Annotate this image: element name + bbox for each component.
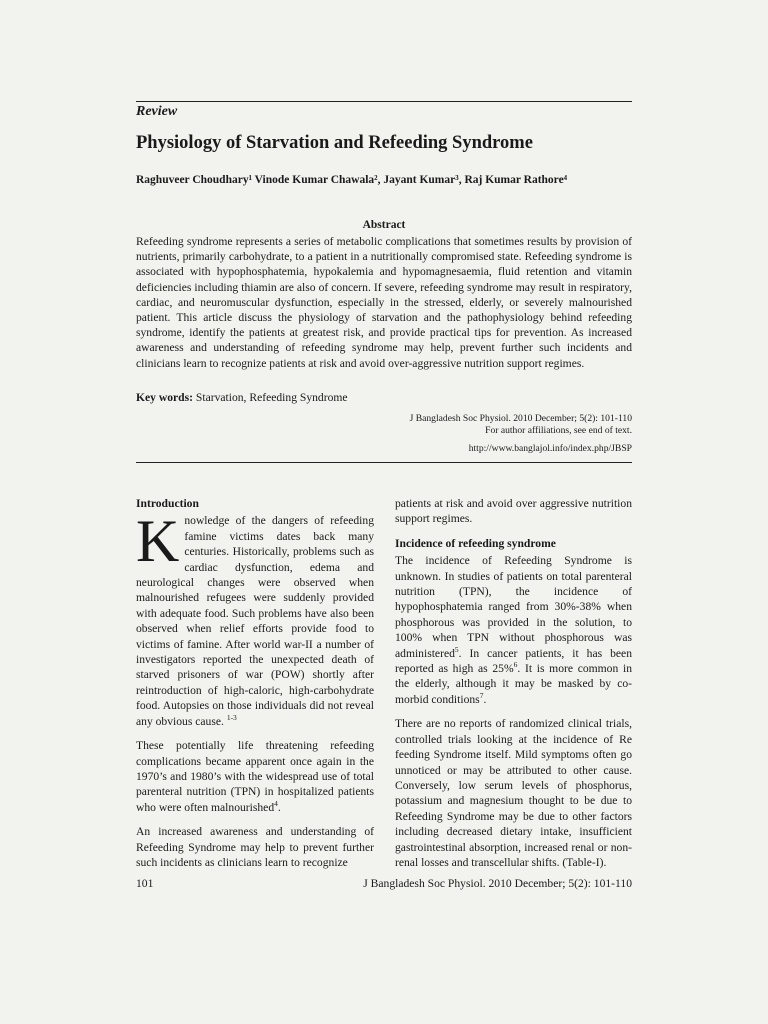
left-column — [136, 496, 374, 879]
reference-superscript: 7 — [479, 691, 484, 701]
article-title: Physiology of Starvation and Refeeding Syndrome — [136, 133, 533, 153]
right-column — [395, 496, 632, 879]
citation-block — [330, 413, 632, 438]
introduction-heading: Introduction — [136, 497, 199, 510]
incidence-heading: Incidence of refeeding syndrome — [395, 536, 556, 550]
abstract-divider — [136, 462, 632, 463]
abstract-heading: Abstract — [362, 219, 406, 231]
author-list: Raghuveer Choudhary¹ Vinode Kumar Chawala², Jayant Kumar³, Raj Kumar Rathore⁴ — [136, 174, 568, 186]
citation-affiliations-note: For author affiliations, see end of text. — [485, 425, 632, 437]
footer-journal: J Bangladesh Soc Physiol. 2010 December; 5(2): 101-110 — [363, 877, 632, 890]
citation-journal: J Bangladesh Soc Physiol. 2010 December; 5(2): 101-110 — [409, 413, 632, 424]
dropcap-letter: K — [136, 508, 180, 575]
intro-paragraph-1: Knowledge of the dangers of refeeding famine victims dates back many centuries. Historically, problems such as cardiac dysfunction, edema and neurological changes were observed when malnourished refugees were suddenly provided with adequate food. Such problems have also been observed when relief efforts provide food to victims of famine. After world war-II a number of investigators reported the unexpected death of starved prisoners of war (POW) shortly after reintroduction of high-caloric, high-carbohydrate food. Autopsies on those individuals did not reveal any obvious cause. $^{1-3}$ — [136, 508, 374, 728]
intro-paragraph-2: These potentially life threatening refeeding complications became apparent once again in the 1970’s and 1980’s with the widespread use of total parenteral nutrition (TPN) in hospitalized patients who were often malnourished$^4$. — [136, 739, 374, 814]
continued-paragraph: patients at risk and avoid over aggressive nutrition support regimes. — [395, 497, 632, 526]
keywords-label: Key words: — [136, 391, 193, 404]
journal-url-link[interactable]: http://www.banglajol.info/index.php/JBSP — [468, 443, 632, 454]
intro-paragraph-3: An increased awareness and understanding of Refeeding Syndrome may help to prevent further such incidents as clinicians learn to recognize — [136, 825, 374, 869]
reference-superscript: 5 — [454, 644, 459, 654]
incidence-paragraph-2: There are no reports of randomized clinical trials, controlled trials looking at the incidence of Re feeding Syndrome itself. Mild symptoms often go unnoticed or may be attributed to other cause. Conversely, low serum levels of phosphorus, potassium and magnesium thought to be due to Refeeding Syndrome may be due to other factors including decreased dietary intake, insufficient gastrointestinal absorption, increased renal or non-renal losses and transcellular shifts. (Table-I). — [395, 717, 632, 869]
top-divider — [136, 101, 632, 102]
keywords-line — [136, 391, 348, 404]
page-number: 101 — [136, 877, 154, 890]
incidence-paragraph-1: The incidence of Refeeding Syndrome is unknown. In studies of patients on total parenteral nutrition (TPN), the incidence of hypophosphatemia ranged from 30%-38% when phosphorous was provided in the solution, to 100% when TPN without phosphorous was administered$^5$. In cancer patients, it has been reported as high as 25%$^6$. It is more common in the elderly, although it may be masked by co-morbid conditions$^7$. — [395, 554, 632, 706]
reference-superscript: 6 — [513, 660, 518, 670]
section-label: Review — [136, 104, 178, 119]
abstract-body: Refeeding syndrome represents a series of metabolic complications that sometimes results by provision of nutrients, primarily carbohydrate, to a patient in a nutritionally compromised state. Refeeding syndrome is associated with hypophosphatemia, hypokalemia and hypomagnesaemia, fluid retention and vitamin deficiencies including thiamin are also of concern. If severe, refeeding syndrome may result in respiratory, cardiac, and neuromuscular dysfunction, especially in the stressed, elderly, or severely malnourished patient. This article discuss the physiology of starvation and the pathophysiology behind refeeding syndrome, identify the patients at greatest risk, and provide practical tips for prevention. As increased awareness and understanding of refeeding syndrome may help, prevent further such incidents and clinicians learn to recognize patients at risk and avoid over-aggressive nutrition support regimes. — [136, 235, 632, 370]
keywords-text: Starvation, Refeeding Syndrome — [193, 391, 348, 404]
reference-superscript: 1-3 — [226, 712, 237, 722]
reference-superscript: 4 — [274, 798, 278, 808]
